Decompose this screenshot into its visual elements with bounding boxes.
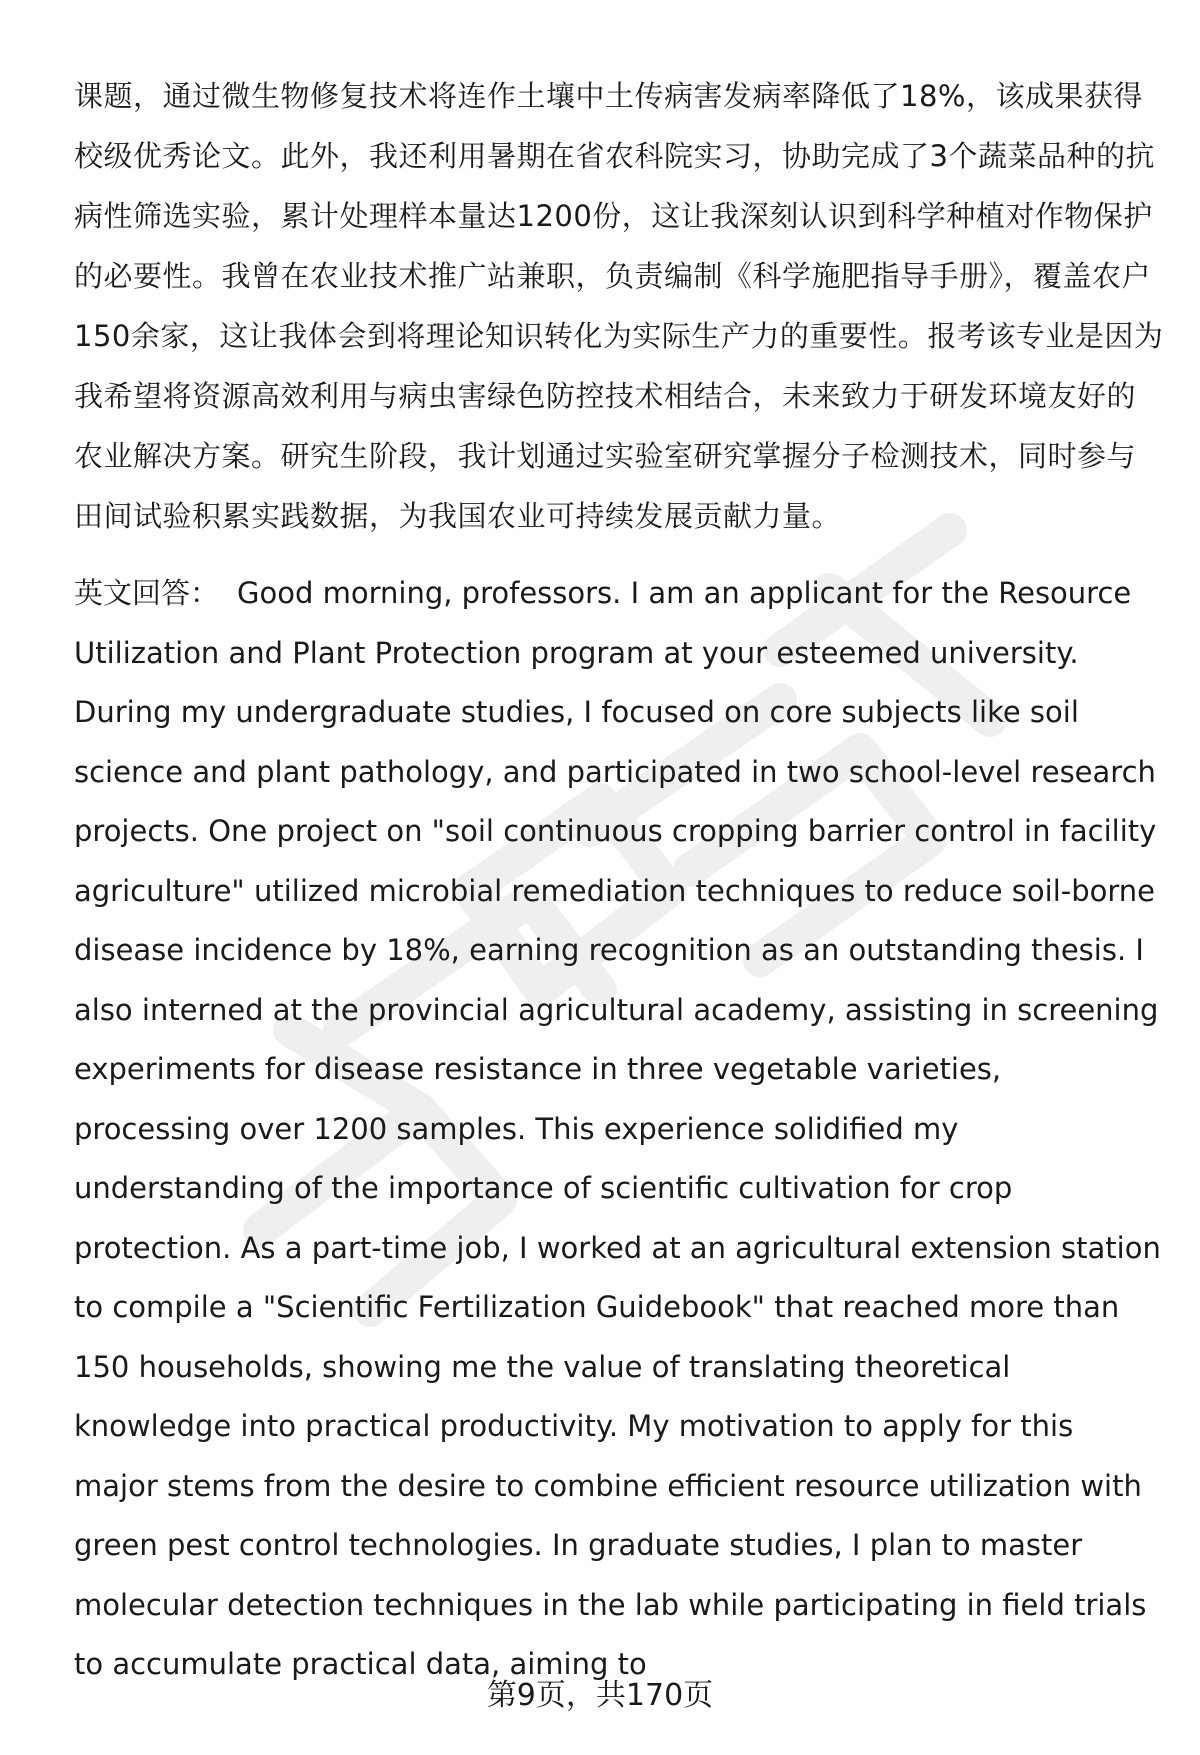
chinese-answer-paragraph: 课题，通过微生物修复技术将连作土壤中土传病害发病率降低了18%，该成果获得校级优秀论文。此外，我还利用暑期在省农科院实习，协助完成了3个蔬菜品种的抗病性筛选实验，累计处理样本量达1200份，这让我深刻认识到科学种植对作物保护的必要性。我曾在农业技术推广站兼职，负责编制《科学施肥指导手册》，覆盖农户150余家，这让我体会到将理论知识转化为实际生产力的重要性。报考该专业是因为我希望将资源高效利用与病虫害绿色防控技术相结合，未来致力于研发环境友好的农业解决方案。研究生阶段，我计划通过实验室研究掌握分子检测技术，同时参与田间试验积累实践数据，为我国农业可持续发展贡献力量。 xyxy=(74,79,1164,533)
english-answer-text: Good morning, professors. I am an applicant for the Resource Utilization and Plant Protection program at your esteemed university. During my undergraduate studies, I focused on core subjects like soil science and plant pathology, and participated in two school-level research projects. One project on "soil continuous cropping barrier control in facility agriculture" utilized microbial remediation techniques to reduce soil-borne disease incidence by 18%, earning recognition as an outstanding thesis. I also interned at the provincial agricultural academy, assisting in screening experiments for disease resistance in three vegetable varieties, processing over 1200 samples. This experience solidified my understanding of the importance of scientific cultivation for crop protection. As a part-time job, I worked at an agricultural extension station to compile a "Scientific Fertilization Guidebook" that reached more than 150 households, showing me the value of translating theoretical knowledge into practical productivity. My motivation to apply for this major stems from the desire to combine efficient resource utilization with green pest control technologies. In graduate studies, I plan to master molecular detection techniques in the lab while participating in field trials to accumulate practical data, aiming to xyxy=(74,576,1161,1681)
document-content xyxy=(74,66,1164,1695)
english-answer-paragraph xyxy=(74,564,1164,1695)
english-answer-label: 英文回答： xyxy=(74,576,220,610)
page-number-footer: 第9页，共170页 xyxy=(486,1678,714,1713)
